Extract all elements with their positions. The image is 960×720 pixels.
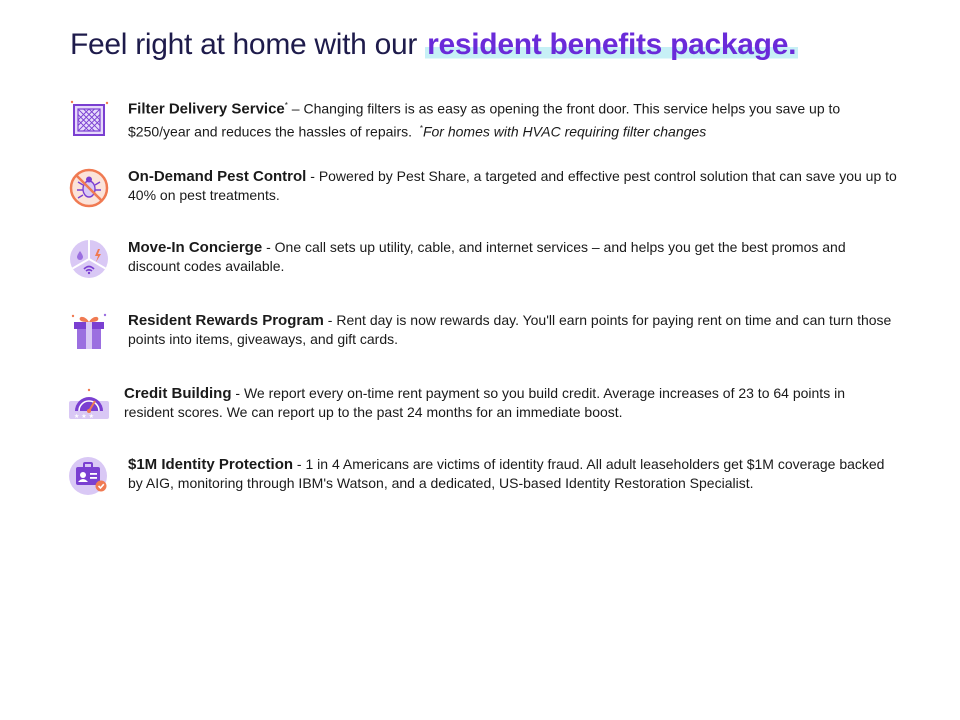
utilities-icon bbox=[68, 238, 110, 280]
benefit-description: Powered by Pest Share, a targeted and effective pest control solution that can save you up to 40% on pest treatments. bbox=[128, 168, 897, 203]
benefit-mark: * bbox=[284, 101, 288, 110]
benefit-description: We report every on-time rent payment so you build credit. Average increases of 23 to 64 points in resident scores. We can report up to the past 24 months for an immediate boost. bbox=[124, 385, 845, 420]
benefit-note-mark: * bbox=[419, 123, 423, 133]
page-title bbox=[70, 28, 798, 62]
page-title-prefix: Feel right at home with our bbox=[70, 28, 426, 61]
benefit-separator: - bbox=[323, 312, 337, 328]
benefit-description: 1 in 4 Americans are victims of identity fraud. All adult leaseholders get $1M coverage backed by AIG, monitoring through IBM's Watson, and a dedicated, US-based Identity Restoration Specialist. bbox=[128, 456, 885, 491]
benefit-note: For homes with HVAC requiring filter changes bbox=[422, 123, 707, 140]
benefit-title: On-Demand Pest Control bbox=[128, 168, 307, 185]
benefit-separator: - bbox=[262, 239, 275, 255]
benefit-description: Changing filters is as easy as opening the front door. This service helps you save up to $250/year and reduces the hassles of repairs. bbox=[128, 100, 841, 140]
benefit-title: Credit Building bbox=[124, 385, 232, 402]
gift-icon bbox=[68, 311, 110, 353]
benefit-text bbox=[128, 96, 898, 141]
benefit-title: Move-In Concierge bbox=[128, 239, 263, 256]
page-title-highlight: resident benefits package. bbox=[427, 28, 797, 61]
benefit-separator: - bbox=[293, 456, 306, 472]
identity-badge-icon bbox=[68, 455, 110, 497]
benefit-title: Resident Rewards Program bbox=[128, 312, 324, 329]
benefit-title: $1M Identity Protection bbox=[128, 456, 294, 473]
benefit-text bbox=[124, 384, 898, 422]
benefit-separator: - bbox=[231, 385, 244, 401]
benefit-separator: – bbox=[287, 100, 304, 117]
filter-icon bbox=[68, 98, 110, 140]
svg-text:★ ★ ★: ★ ★ ★ bbox=[74, 413, 94, 420]
pest-control-icon bbox=[68, 167, 110, 209]
benefit-description: Rent day is now rewards day. You'll earn points for paying rent on time and can turn those points into items, giveaways, and gift cards. bbox=[128, 312, 892, 347]
benefit-text bbox=[128, 455, 898, 493]
benefit-separator: - bbox=[306, 168, 319, 184]
benefit-text bbox=[128, 311, 898, 349]
benefit-text bbox=[128, 167, 898, 205]
credit-meter-icon bbox=[68, 385, 110, 427]
benefit-description: One call sets up utility, cable, and internet services – and helps you get the best promos and discount codes available. bbox=[128, 239, 846, 274]
benefit-title: Filter Delivery Service bbox=[128, 100, 285, 118]
benefit-text bbox=[128, 238, 898, 276]
